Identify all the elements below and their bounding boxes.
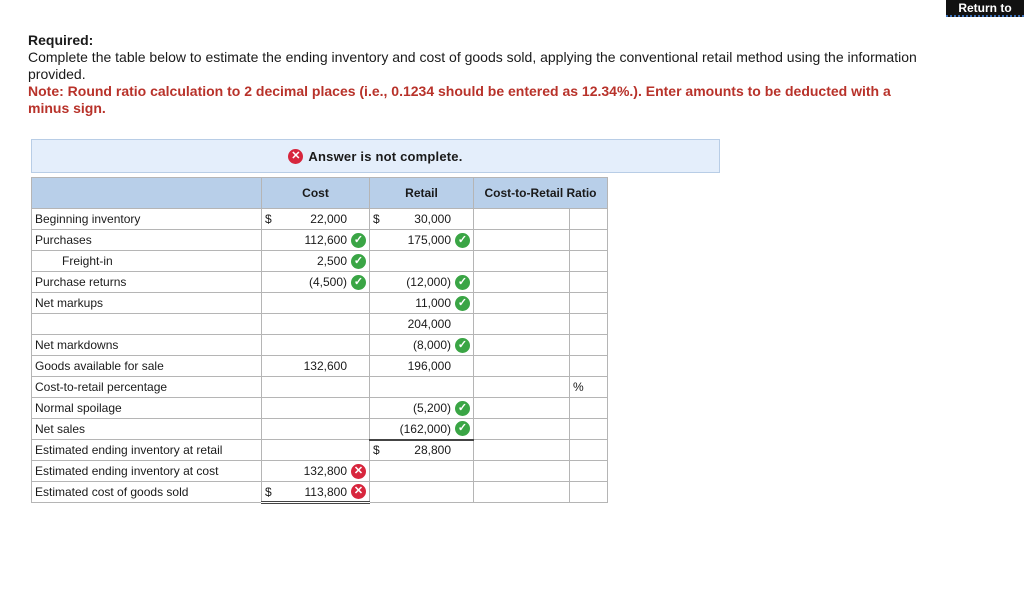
ratio-percent-cell bbox=[570, 440, 608, 461]
row-label: Net sales bbox=[32, 419, 262, 440]
retail-value: 175,000 bbox=[407, 233, 451, 247]
retail-value: 204,000 bbox=[407, 317, 451, 331]
ratio-percent-cell bbox=[570, 419, 608, 440]
ratio-percent-cell bbox=[570, 356, 608, 377]
table-row bbox=[32, 230, 608, 251]
ratio-percent-cell bbox=[570, 251, 608, 272]
table-row bbox=[32, 251, 608, 272]
cost-input-cell[interactable] bbox=[262, 251, 370, 272]
retail-value: (162,000) bbox=[399, 421, 451, 436]
row-label: Estimated ending inventory at retail bbox=[32, 440, 262, 461]
cost-value: 112,600 bbox=[304, 233, 347, 247]
retail-input-cell[interactable] bbox=[370, 335, 474, 356]
header-retail: Retail bbox=[370, 178, 474, 209]
ratio-input-cell[interactable] bbox=[474, 293, 570, 314]
retail-value: 30,000 bbox=[414, 212, 451, 226]
retail-input-cell[interactable] bbox=[370, 440, 474, 461]
retail-input-cell[interactable] bbox=[370, 272, 474, 293]
ratio-percent-cell bbox=[570, 377, 608, 398]
cost-input-cell[interactable] bbox=[262, 209, 370, 230]
ratio-input-cell[interactable] bbox=[474, 314, 570, 335]
ratio-percent-cell bbox=[570, 230, 608, 251]
ratio-percent-cell bbox=[570, 272, 608, 293]
retail-input-cell[interactable] bbox=[370, 482, 474, 503]
cost-input-cell[interactable] bbox=[262, 377, 370, 398]
cost-input-cell[interactable] bbox=[262, 272, 370, 293]
cost-input-cell[interactable] bbox=[262, 314, 370, 335]
row-label: Estimated cost of goods sold bbox=[32, 482, 262, 503]
required-section bbox=[28, 32, 928, 117]
cost-value: (4,500) bbox=[308, 275, 347, 289]
cost-input-cell[interactable] bbox=[262, 335, 370, 356]
retail-method-table bbox=[31, 177, 608, 504]
row-label: Goods available for sale bbox=[32, 356, 262, 377]
incorrect-x-icon: ✕ bbox=[351, 484, 366, 499]
row-label: Net markdowns bbox=[32, 335, 262, 356]
table-row bbox=[32, 356, 608, 377]
table-header-row bbox=[32, 178, 608, 209]
incorrect-icon: ✕ bbox=[288, 149, 303, 164]
table-row bbox=[32, 419, 608, 440]
correct-check-icon: ✓ bbox=[351, 275, 366, 290]
ratio-input-cell[interactable] bbox=[474, 356, 570, 377]
ratio-input-cell[interactable] bbox=[474, 461, 570, 482]
table-row bbox=[32, 209, 608, 230]
correct-check-icon: ✓ bbox=[455, 338, 470, 353]
row-label: Normal spoilage bbox=[32, 398, 262, 419]
retail-input-cell[interactable] bbox=[370, 209, 474, 230]
cost-value: 132,800 bbox=[303, 464, 347, 478]
correct-check-icon: ✓ bbox=[455, 233, 470, 248]
ratio-percent-cell bbox=[570, 209, 608, 230]
ratio-input-cell[interactable] bbox=[474, 419, 570, 440]
retail-input-cell[interactable] bbox=[370, 377, 474, 398]
table-row bbox=[32, 314, 608, 335]
correct-check-icon: ✓ bbox=[351, 233, 366, 248]
ratio-input-cell[interactable] bbox=[474, 482, 570, 503]
header-label bbox=[32, 178, 262, 209]
ratio-percent-cell bbox=[570, 314, 608, 335]
cost-input-cell[interactable] bbox=[262, 440, 370, 461]
required-note: Note: Round ratio calculation to 2 decimal places (i.e., 0.1234 should be entered as 12.34%.). Enter amounts to be deducted with a minus sign. bbox=[28, 83, 891, 116]
answer-status-text: Answer is not complete. bbox=[308, 148, 463, 164]
table-row bbox=[32, 482, 608, 503]
cost-input-cell[interactable] bbox=[262, 230, 370, 251]
header-ratio: Cost-to-Retail Ratio bbox=[474, 178, 608, 209]
cost-input-cell[interactable] bbox=[262, 461, 370, 482]
ratio-input-cell[interactable] bbox=[474, 272, 570, 293]
retail-value: 196,000 bbox=[407, 359, 451, 373]
correct-check-icon: ✓ bbox=[351, 254, 366, 269]
ratio-percent-cell bbox=[570, 293, 608, 314]
currency-symbol: $ bbox=[373, 212, 380, 226]
correct-check-icon: ✓ bbox=[455, 421, 470, 436]
cost-value: 113,800 bbox=[304, 484, 347, 499]
currency-symbol: $ bbox=[373, 443, 380, 458]
required-heading: Required: bbox=[28, 32, 94, 48]
row-label: Net markups bbox=[32, 293, 262, 314]
cost-value: 2,500 bbox=[316, 254, 347, 268]
table-row bbox=[32, 272, 608, 293]
cost-input-cell[interactable] bbox=[262, 293, 370, 314]
currency-symbol: $ bbox=[265, 212, 272, 226]
retail-value: 11,000 bbox=[415, 296, 451, 310]
ratio-input-cell[interactable] bbox=[474, 440, 570, 461]
correct-check-icon: ✓ bbox=[455, 401, 470, 416]
cost-value: 22,000 bbox=[310, 212, 347, 226]
ratio-input-cell[interactable] bbox=[474, 377, 570, 398]
table-row bbox=[32, 461, 608, 482]
header-cost: Cost bbox=[262, 178, 370, 209]
required-instruction: Complete the table below to estimate the ending inventory and cost of goods sold, applying the conventional retail method using the information provided. bbox=[28, 49, 917, 82]
ratio-input-cell[interactable] bbox=[474, 335, 570, 356]
incorrect-x-icon: ✕ bbox=[351, 464, 366, 479]
ratio-input-cell[interactable] bbox=[474, 209, 570, 230]
ratio-input-cell[interactable] bbox=[474, 251, 570, 272]
cost-input-cell[interactable] bbox=[262, 482, 370, 503]
ratio-percent-cell bbox=[570, 335, 608, 356]
retail-input-cell[interactable] bbox=[370, 251, 474, 272]
row-label bbox=[32, 314, 262, 335]
ratio-percent-cell bbox=[570, 482, 608, 503]
row-label: Beginning inventory bbox=[32, 209, 262, 230]
row-label: Purchases bbox=[32, 230, 262, 251]
correct-check-icon: ✓ bbox=[455, 296, 470, 311]
row-label: Estimated ending inventory at cost bbox=[32, 461, 262, 482]
cost-input-cell[interactable] bbox=[262, 356, 370, 377]
retail-input-cell[interactable] bbox=[370, 398, 474, 419]
retail-input-cell[interactable] bbox=[370, 230, 474, 251]
retail-value: (5,200) bbox=[412, 401, 451, 415]
retail-value: (12,000) bbox=[406, 275, 451, 289]
retail-input-cell[interactable] bbox=[370, 356, 474, 377]
retail-value: (8,000) bbox=[412, 338, 451, 352]
row-label: Cost-to-retail percentage bbox=[32, 377, 262, 398]
retail-value: 28,800 bbox=[414, 443, 451, 458]
currency-symbol: $ bbox=[265, 484, 272, 499]
row-label: Freight-in bbox=[32, 251, 262, 272]
table-row bbox=[32, 377, 608, 398]
return-button[interactable]: Return to bbox=[946, 0, 1024, 17]
cost-input-cell[interactable] bbox=[262, 398, 370, 419]
table-row bbox=[32, 293, 608, 314]
correct-check-icon: ✓ bbox=[455, 275, 470, 290]
ratio-input-cell[interactable] bbox=[474, 398, 570, 419]
retail-input-cell[interactable] bbox=[370, 314, 474, 335]
cost-input-cell[interactable] bbox=[262, 419, 370, 440]
table-row bbox=[32, 398, 608, 419]
retail-input-cell[interactable] bbox=[370, 293, 474, 314]
ratio-input-cell[interactable] bbox=[474, 230, 570, 251]
retail-input-cell[interactable] bbox=[370, 461, 474, 482]
answer-status-banner bbox=[31, 139, 720, 173]
retail-input-cell[interactable] bbox=[370, 419, 474, 440]
ratio-percent-cell bbox=[570, 398, 608, 419]
table-row bbox=[32, 440, 608, 461]
table-row bbox=[32, 335, 608, 356]
percent-sign: % bbox=[573, 380, 584, 394]
ratio-percent-cell bbox=[570, 461, 608, 482]
row-label: Purchase returns bbox=[32, 272, 262, 293]
cost-value: 132,600 bbox=[303, 359, 347, 373]
